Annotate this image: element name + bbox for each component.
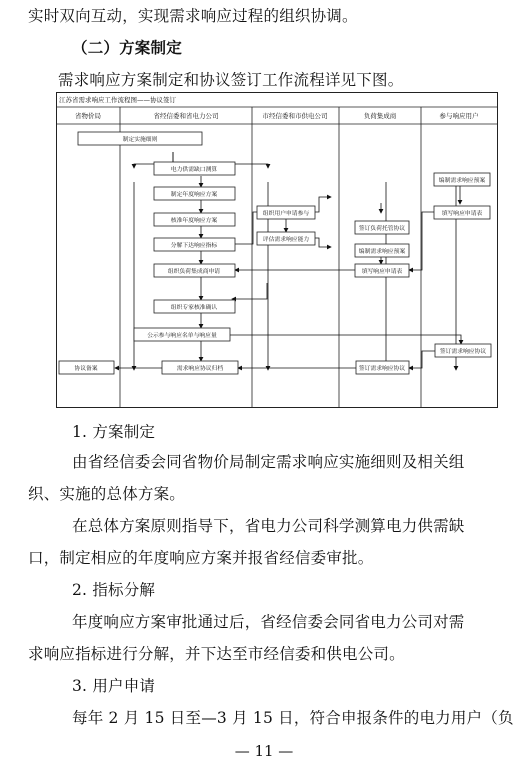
box-expert-review: 组织专家核准确认	[170, 305, 218, 311]
item1-p2-line1: 在总体方案原则指导下，省电力公司科学测算电力供需缺	[72, 517, 465, 535]
text-line-top: 实时双向互动，实现需求响应过程的组织协调。	[28, 7, 358, 25]
section-heading: （二）方案制定	[72, 39, 182, 57]
item1-p1-line1: 由省经信委会同省物价局制定需求响应实施细则及相关组	[72, 453, 465, 471]
lane-header-price-bureau: 省物价局	[75, 112, 101, 120]
item1-p1-line2: 织、实施的总体方案。	[28, 485, 186, 503]
box-supply-gap-estimate: 电力供需缺口测算	[170, 167, 218, 173]
item2-title: 2. 指标分解	[72, 581, 156, 599]
flowchart	[56, 92, 498, 408]
item3-title: 3. 用户申请	[72, 677, 156, 695]
page-number: — 11 —	[234, 742, 294, 760]
box-sign-custody-agreement: 签订负荷托管协议	[358, 226, 406, 232]
box-aggregator-sign-agreement: 签订需求响应协议	[358, 366, 406, 372]
box-organize-user-application: 组织用户申请参与	[262, 211, 310, 217]
box-annual-plan: 制定年度响应方案	[170, 192, 218, 198]
item3-p1-line1: 每年 2 月 15 日至—3 月 15 日，符合申报条件的电力用户（负	[72, 709, 514, 727]
lane-header-city: 市经信委和市供电公司	[262, 112, 328, 120]
box-agreement-filing: 协议备案	[74, 366, 98, 372]
intro-text: 需求响应方案制定和协议签订工作流程详见下图。	[58, 71, 404, 89]
box-assess-capacity: 评估需求响应能力	[262, 237, 310, 243]
lane-header-aggregator: 负荷集成商	[363, 112, 397, 120]
box-publish-list: 公示参与响应名单与响应量	[147, 333, 217, 339]
box-aggregator-application: 组织负荷集成商申请	[167, 269, 221, 275]
box-aggregator-plan: 编制需求响应预案	[358, 249, 406, 255]
box-user-plan: 编制需求响应预案	[438, 178, 486, 184]
item2-p1-line1: 年度响应方案审批通过后，省经信委会同省电力公司对需	[72, 613, 465, 631]
box-approve-plan: 核准年度响应方案	[170, 218, 218, 224]
box-archive-agreement: 需求响应协议归档	[176, 366, 224, 372]
box-aggregator-application-form: 填写响应申请表	[361, 269, 403, 275]
box-user-application-form: 填写响应申请表	[441, 211, 483, 217]
item1-p2-line2: 口，制定相应的年度响应方案并报省经信委审批。	[28, 549, 374, 567]
item2-p1-line2: 求响应指标进行分解，并下达至市经信委和供电公司。	[28, 645, 405, 663]
lane-header-users: 参与响应用户	[439, 112, 479, 120]
box-user-sign-agreement: 签订需求响应协议	[439, 349, 487, 355]
box-distribute-targets: 分解下达响应指标	[170, 243, 218, 249]
box-implementation-rules: 制定实施细则	[122, 137, 158, 143]
lane-header-province: 省经信委和省电力公司	[153, 112, 219, 120]
flowchart-title: 江苏省需求响应工作流程图——协议签订	[59, 96, 176, 104]
item1-title: 1. 方案制定	[72, 423, 156, 441]
